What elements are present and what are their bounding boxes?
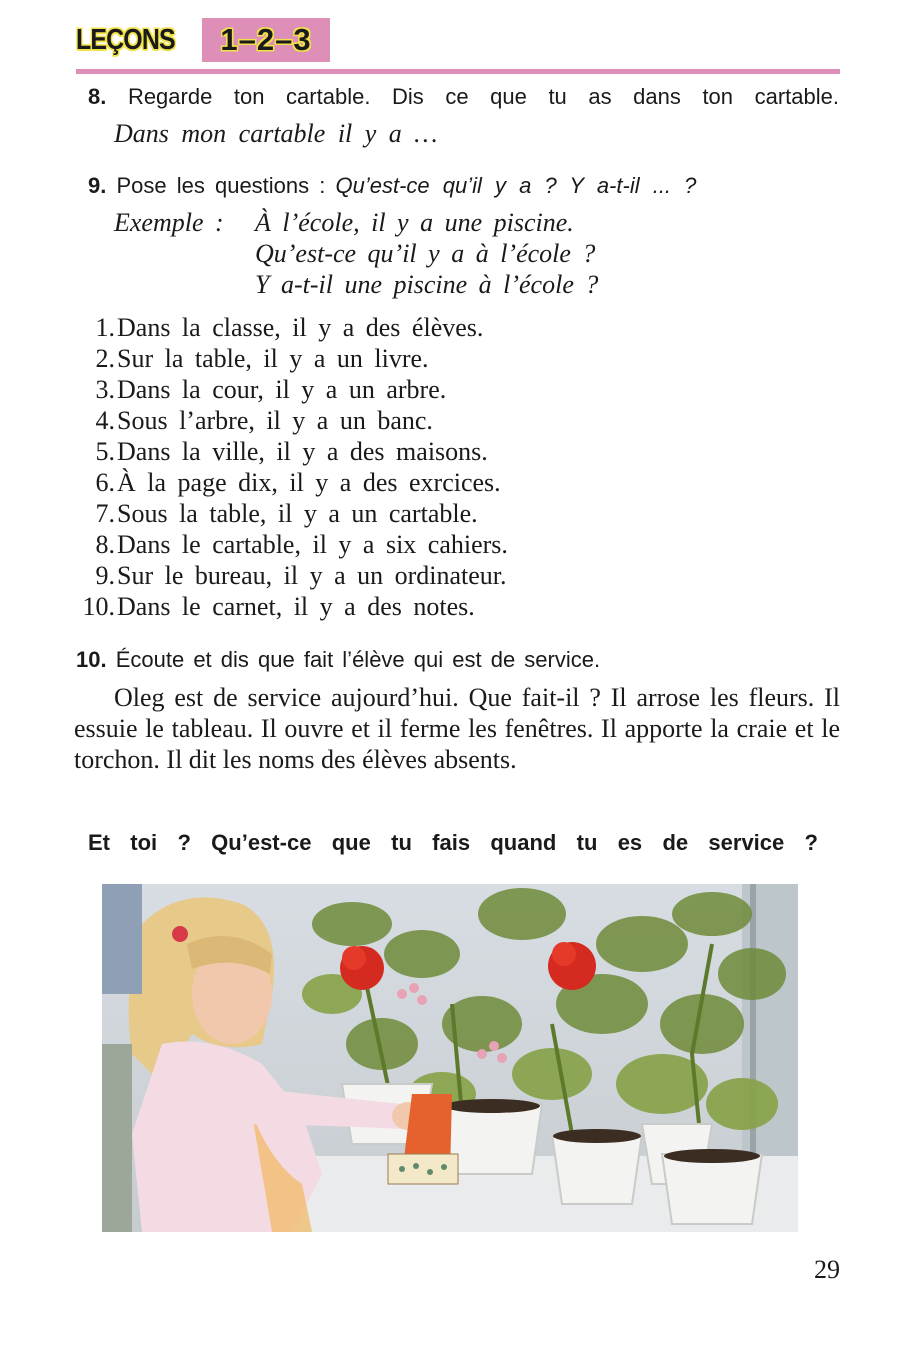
list-item [70,499,630,530]
list-item-number: 8. [95,530,115,559]
exercise-8-instruction: Regarde ton cartable. Dis ce que tu as dans ton cartable. [127,84,839,109]
list-item-number: 5. [95,437,115,466]
list-item [70,437,630,468]
exercise-10-instruction: Écoute et dis que fait l’élève qui est de service. [115,647,601,672]
header-divider [76,69,840,74]
lesson-numbers: 1–2–3 [220,22,312,57]
exercise-10-question: Et toi ? Qu’est-ce que tu fais quand tu es de service ? [88,830,818,855]
exercise-9-number: 9. [88,173,107,198]
lesson-header [76,18,312,62]
list-item-text: Sur la table, il y a un livre. [117,344,429,373]
exercise-9-example [114,208,598,301]
lesson-number-badge [202,18,330,62]
list-item-text: Dans la ville, il y a des maisons. [117,437,488,466]
example-label: Exemple : [114,208,224,237]
list-item-number: 10. [82,592,115,621]
exercise-9-list [70,313,630,623]
list-item [70,468,630,499]
exercise-9-instruction-line [88,173,696,199]
list-item [70,406,630,437]
list-item-text: Dans la classe, il y a des élèves. [117,313,484,342]
exercise-10-instruction-line [76,647,600,673]
exercise-10-paragraph: Oleg est de service aujourd’hui. Que fait-il ? Il arrose les fleurs. Il essuie le tableau. Il ouvre et il ferme les fenêtres. Il apporte la craie et le torchon. Il dit les noms des élèves absents. [74,683,840,774]
list-item [70,592,630,623]
list-item-text: Sur le bureau, il y a un ordinateur. [117,561,507,590]
exercise-10-number: 10. [76,647,107,672]
list-item-text: Dans la cour, il y a un arbre. [117,375,447,404]
list-item-number: 4. [95,406,115,435]
list-item-number: 2. [95,344,115,373]
list-item-text: Sous l’arbre, il y a un banc. [117,406,433,435]
example-row [114,270,598,301]
exercise-8-number: 8. [88,84,107,109]
exercise-9-instruction: Pose les questions : [116,173,326,198]
lecons-title: LEÇONS [76,23,175,56]
example-line: Qu’est-ce qu’il y a à l’école ? [255,239,596,268]
list-item [70,561,630,592]
list-item [70,344,630,375]
list-item-number: 1. [95,313,115,342]
list-item-number: 7. [95,499,115,528]
list-item [70,375,630,406]
list-item-text: Dans le carnet, il y a des notes. [117,592,475,621]
exercise-9-questions: Qu’est-ce qu’il y a ? Y a-t-il ... ? [335,173,697,198]
list-item-text: Sous la table, il y a un cartable. [117,499,478,528]
example-line: Y a-t-il une piscine à l’école ? [255,270,599,299]
list-item-number: 9. [95,561,115,590]
example-row [114,208,598,239]
list-item-number: 6. [95,468,115,497]
list-item-number: 3. [95,375,115,404]
girl-watering-flowers-photo [102,884,798,1232]
page-number: 29 [814,1255,840,1284]
example-line: À l’école, il y a une piscine. [255,208,574,237]
list-item-text: À la page dix, il y a des exrcices. [117,468,501,497]
exercise-8-example: Dans mon cartable il y a … [114,119,438,148]
exercise-8-instruction-line [88,84,839,110]
example-row [114,239,598,270]
list-item [70,530,630,561]
list-item [70,313,630,344]
list-item-text: Dans le cartable, il y a six cahiers. [117,530,508,559]
